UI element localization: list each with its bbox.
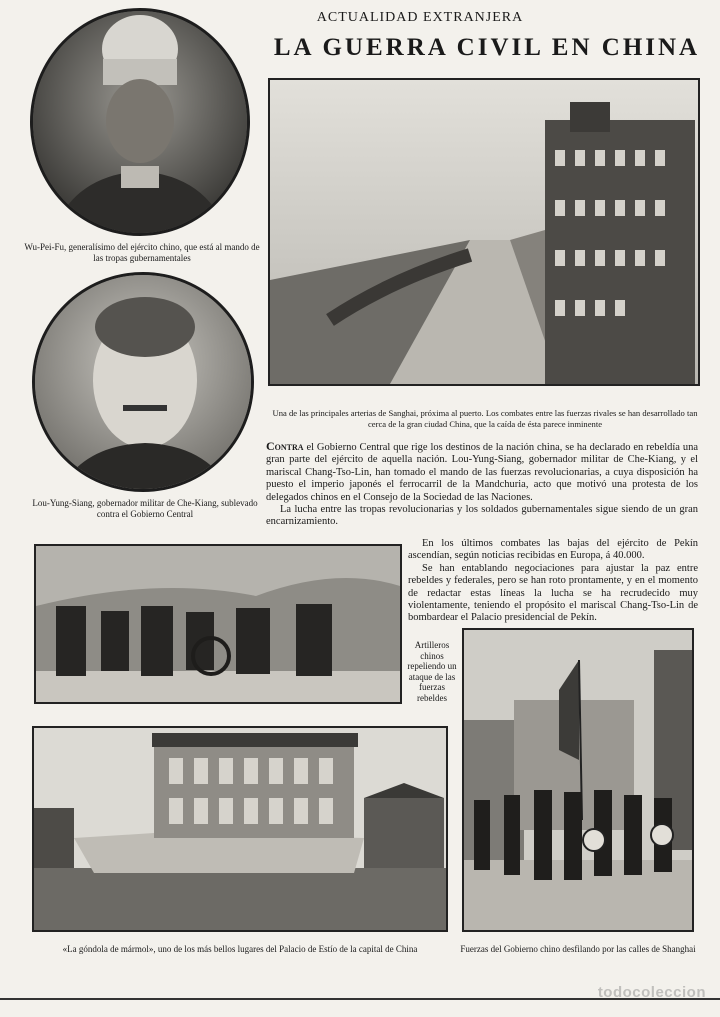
portrait-caption-2: Lou-Yung-Siang, gobernador militar de Che-Kiang, sublevado contra el Gobierno Central (32, 498, 258, 519)
watermark: todocoleccion (597, 984, 706, 1001)
artillery-caption: Artilleros chinos repeliendo un ataque de las fuerzas rebeldes (407, 640, 457, 703)
portrait-wu-pei-fu (30, 8, 250, 236)
article-body (266, 440, 698, 529)
photo-shanghai-street (268, 78, 700, 386)
gondola-caption: «La góndola de mármol», uno de los más bellos lugares del Palacio de Estío de la capital de China (62, 944, 418, 954)
photo-artillery (34, 544, 402, 704)
portrait-lou-yung-siang (32, 272, 254, 492)
drop-word: Contra (266, 439, 304, 453)
article-paragraph-4: Se han entablando negociaciones para ajustar la paz entre rebeldes y federales, pero se han roto prontamente, y en el momento de redactar estas líneas la lucha se ha recrudecido muy violentamente, teniendo el propósito el mariscal Chang-Tso-Lin de bombardear el Palacio presidencial de Pekín. (408, 562, 698, 624)
article-body-continued (408, 538, 698, 625)
article-paragraph-1: Contra el Gobierno Central que rige los destinos de la nación china, se ha declarado en rebeldía una gran parte del ejército de aquella nación. Lou-Yung-Siang, gobernador militar de Che-Kiang, y el mariscal Chang-Tso-Lin, han tomado el mando de las fuerzas revolucionarias, a cuya disposición ha puesto el imperio japonés el ferrocarril de la Mandchuria, acto que motivó una protesta de los delegados chinos en el Consejo de la Sociedad de las Naciones. (266, 439, 699, 503)
photo-marble-boat (32, 726, 448, 932)
section-label: ACTUALIDAD EXTRANJERA (316, 10, 524, 25)
portrait-caption-1: Wu-Pei-Fu, generalísimo del ejército chino, que está al mando de las tropas gubernamentales (24, 242, 260, 263)
photo-parade (462, 628, 694, 932)
headline: LA GUERRA CIVIL EN CHINA (273, 34, 701, 61)
street-photo-caption: Una de las principales arterias de Sanghai, próxima al puerto. Los combates entre las fuerzas rivales se han desarrollado tan cerca de la gran ciudad China, que la caída de ésta parece inminente (272, 408, 698, 429)
article-paragraph-3: En los últimos combates las bajas del ejército de Pekín ascendían, según noticias recibidas en Europa, á 40.000. (408, 538, 698, 562)
parade-caption: Fuerzas del Gobierno chino desfilando por las calles de Shanghai (460, 944, 696, 954)
article-paragraph-2: La lucha entre las tropas revolucionarias y los soldados gubernamentales sigue siendo de un gran encarnizamiento. (266, 504, 698, 528)
